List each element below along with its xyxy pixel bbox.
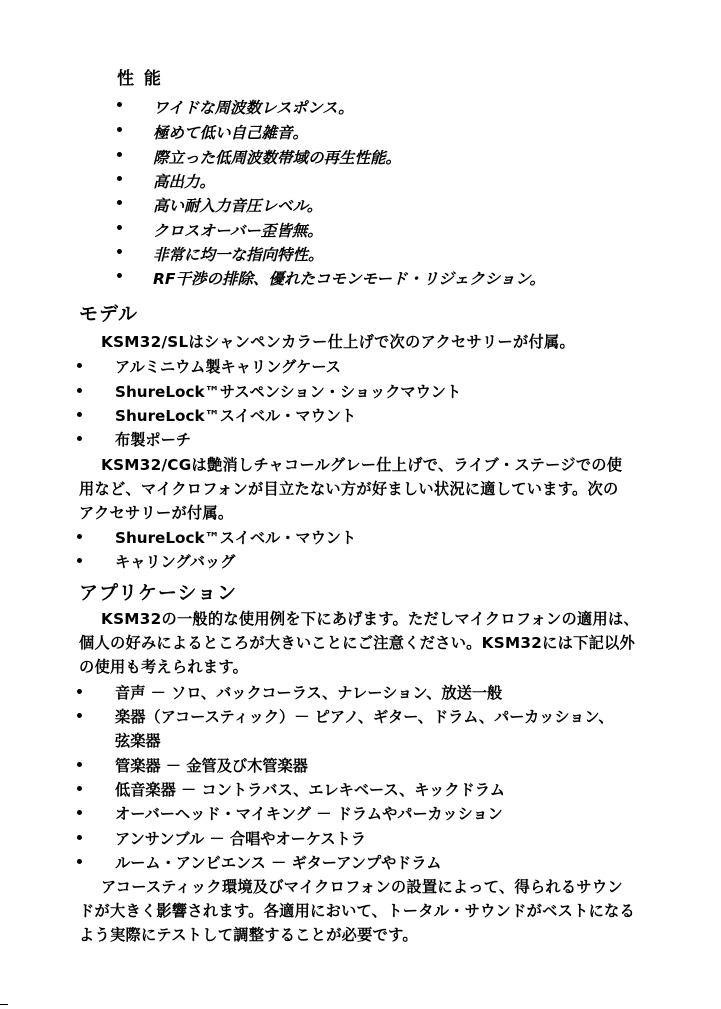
bullet-icon bbox=[117, 176, 122, 181]
bullet-icon bbox=[117, 102, 122, 107]
bullet-icon bbox=[77, 835, 82, 840]
bullet-icon bbox=[77, 810, 82, 815]
applications-intro-line: KSM32の一般的な使用例を下にあげます。ただしマイクロフォンの適用は、 bbox=[101, 610, 639, 628]
models-cg-line: 用など、マイクロフォンが目立たない方が好ましい状況に適しています。次の bbox=[79, 480, 619, 498]
applications-intro-line: の使用も考えられます。 bbox=[79, 658, 249, 676]
bullet-icon bbox=[117, 249, 122, 254]
bullet-icon bbox=[77, 713, 82, 718]
manual-page: 性 能 ワイドな周波数レスポンス。 極めて低い自己雑音。 際立った低周波数帯域の再生性能。 高出力。 高い耐入力音圧レベル。 クロスオーバー歪皆無。 非常に均一な指向特性。 RF干渉の排除、優れたコモンモード・リジェクション。 モデル KSM32/SLはシャンペンカラー仕上げで次のアクセサリーが付属。 アルミニウム製キャリングケース ShureLock™サスペンション・ショックマウント ShureLock™スイベル・マウント 布製ポーチ KSM32/CGは艶消しチャコールグレー仕上げで、ライブ・ステージでの使 用など、マイクロフォンが目立たない方が好ましい状況に適しています。次の アクセサリーが付属。 ShureLock™スイベル・マウント キャリングバッグ アプリケーション KSM32の一般的な使用例を下にあげます。ただしマイクロフォンの適用は、 個人の好みによるところが大きいことにご注意ください。KSM32には下記以外 の使用も考えられます。 音声 － ソロ、バックコーラス、ナレーション、放送一般 楽器（アコースティック）－ ピアノ、ギター、ドラム、パーカッション、 弦楽器 管楽器 － 金管及び木管楽器 低音楽器 － コントラバス、エレキベース、キックドラム オーバーヘッド・マイキング － ドラムやパーカッション アンサンブル － 合唱やオーケストラ ルーム・アンビエンス － ギターアンプやドラム アコースティック環境及びマイクロフォンの設置によって、得られるサウン ドが大きく影響されます。各適用において、トータル・サウンドがベストになる よう実際にテストして調整することが必要です。 bbox=[0, 0, 721, 1009]
applications-closing-line: アコースティック環境及びマイクロフォンの設置によって、得られるサウン bbox=[101, 878, 623, 896]
bullet-icon bbox=[117, 200, 122, 205]
models-cg-line: アクセサリーが付属。 bbox=[79, 504, 234, 522]
applications-heading: アプリケーション bbox=[79, 582, 238, 604]
list-item-continuation: 弦楽器 bbox=[115, 732, 161, 750]
bullet-icon bbox=[117, 152, 122, 157]
applications-closing-line: よう実際にテストして調整することが必要です。 bbox=[79, 926, 418, 944]
bullet-icon bbox=[77, 786, 82, 791]
page-edge-mark bbox=[0, 1004, 8, 1005]
bullet-icon bbox=[77, 534, 82, 539]
bullet-icon bbox=[77, 689, 82, 694]
bullet-icon bbox=[77, 412, 82, 417]
bullet-icon bbox=[77, 558, 82, 563]
bullet-icon bbox=[77, 363, 82, 368]
models-sl-intro: KSM32/SLはシャンペンカラー仕上げで次のアクセサリーが付属。 bbox=[101, 333, 575, 351]
bullet-icon bbox=[77, 388, 82, 393]
bullet-icon bbox=[117, 273, 122, 278]
applications-intro-line: 個人の好みによるところが大きいことにご注意ください。KSM32には下記以外 bbox=[79, 634, 636, 652]
bullet-icon bbox=[117, 225, 122, 230]
bullet-icon bbox=[77, 436, 82, 441]
models-heading: モデル bbox=[79, 303, 139, 325]
models-cg-line: KSM32/CGは艶消しチャコールグレー仕上げで、ライブ・ステージでの使 bbox=[101, 456, 623, 474]
bullet-icon bbox=[77, 859, 82, 864]
applications-closing-line: ドが大きく影響されます。各適用において、トータル・サウンドがベストになる bbox=[79, 902, 636, 920]
bullet-icon bbox=[77, 762, 82, 767]
performance-title: 性 能 bbox=[117, 69, 163, 89]
bullet-icon bbox=[117, 127, 122, 132]
